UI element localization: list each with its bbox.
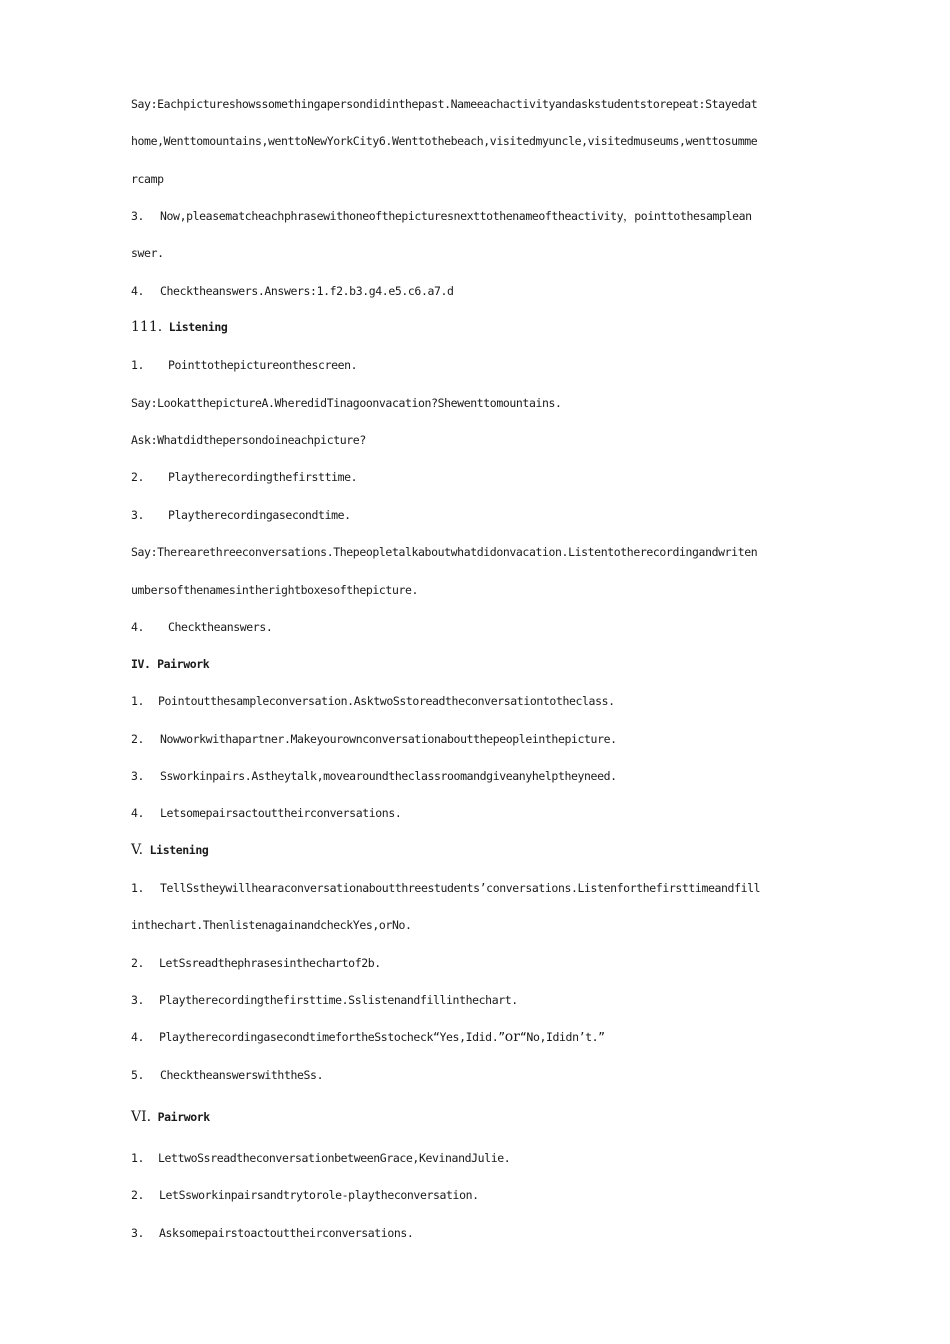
item-text: Pointoutthesampleconversation.AsktwoSstoreadtheconversationtotheclass. <box>158 694 615 708</box>
section-number: V. <box>131 842 144 858</box>
list-item <box>131 880 760 896</box>
section-heading <box>131 319 227 335</box>
list-item <box>131 283 454 299</box>
text: Say:Eachpictureshowssomethingapersondidinthepast.Nameeachactivityandaskstudentstorepeat:Stayedat <box>131 97 758 111</box>
text-line <box>131 96 757 112</box>
list-item <box>131 731 617 747</box>
list-item <box>131 1067 323 1083</box>
item-number: 3. <box>131 993 145 1007</box>
text: Say:LookatthepictureA.WheredidTinagoonvacation?Shewenttomountains. <box>131 396 562 410</box>
list-item <box>131 1150 510 1166</box>
item-number: 2. <box>131 470 145 484</box>
item-text: LetSsreadthephrasesinthechartof2b. <box>159 956 381 970</box>
text-line <box>131 432 366 448</box>
item-text: “No,Ididn’t.” <box>519 1030 605 1044</box>
list-item <box>131 619 272 635</box>
text-line <box>131 245 164 261</box>
section-title: Listening <box>149 843 209 857</box>
item-text-or: or <box>504 1029 520 1045</box>
item-number: 1. <box>131 694 145 708</box>
item-text: ChecktheanswerswiththeSs. <box>160 1068 324 1082</box>
item-number: 4. <box>131 284 145 298</box>
list-item <box>131 1225 413 1241</box>
text: Ask:Whatdidthepersondoineachpicture? <box>131 433 366 447</box>
item-text: LettwoSsreadtheconversationbetweenGrace,KevinandJulie. <box>158 1151 511 1165</box>
section-heading <box>131 656 209 672</box>
item-number: 3. <box>131 209 145 223</box>
item-text: LetSsworkinpairsandtrytorole-playtheconversation. <box>159 1188 479 1202</box>
item-number: 2. <box>131 732 145 746</box>
text-line <box>131 395 562 411</box>
item-text: Playtherecordingthefirsttime. <box>168 470 358 484</box>
section-heading <box>131 1109 210 1125</box>
text-line <box>131 133 757 149</box>
list-item <box>131 768 617 784</box>
text-line <box>131 582 418 598</box>
section-title: IV. Pairwork <box>131 657 210 671</box>
list-item <box>131 357 357 373</box>
item-text: Checktheanswers. <box>168 620 273 634</box>
item-text: Nowworkwithapartner.Makeyourownconversationaboutthepeopleinthepicture. <box>160 732 617 746</box>
text: Say:Therearethreeconversations.Thepeopletalkaboutwhatdidonvacation.Listentotherecordingandwriten <box>131 545 758 559</box>
text: swer. <box>131 246 164 260</box>
item-text: Asksomepairstoactouttheirconversations. <box>159 1226 414 1240</box>
list-item <box>131 507 351 523</box>
section-number: VI. <box>131 1109 152 1125</box>
item-text: Now,pleasematcheachphrasewithoneofthepicturesnexttothenameoftheactivity，pointtothesamplean <box>160 209 752 223</box>
item-number: 3. <box>131 1226 145 1240</box>
item-number: 1. <box>131 358 145 372</box>
item-text: Playtherecordingasecondtime. <box>168 508 351 522</box>
section-number: 111. <box>131 319 163 335</box>
text: umbersofthenamesintherightboxesofthepicture. <box>131 583 419 597</box>
list-item <box>131 693 615 709</box>
item-number: 2. <box>131 1188 145 1202</box>
section-title: Listening <box>168 320 228 334</box>
item-text: TellSstheywillhearaconversationaboutthreestudents’conversations.Listenforthefirsttimeandfill <box>160 881 761 895</box>
list-item <box>131 469 357 485</box>
item-text: PlaytherecordingasecondtimefortheSstocheck“Yes,Idid.” <box>159 1030 505 1044</box>
item-number: 4. <box>131 620 145 634</box>
item-number: 5. <box>131 1068 145 1082</box>
item-number: 3. <box>131 769 145 783</box>
list-item <box>131 955 381 971</box>
item-number: 1. <box>131 1151 145 1165</box>
text-line <box>131 544 757 560</box>
item-number: 1. <box>131 881 145 895</box>
item-number: 4. <box>131 1030 145 1044</box>
section-heading <box>131 842 208 858</box>
item-text: Playtherecordingthefirsttime.Sslistenandfillinthechart. <box>159 993 518 1007</box>
list-item <box>131 992 518 1008</box>
item-number: 4. <box>131 806 145 820</box>
item-text: Ssworkinpairs.Astheytalk,movearoundtheclassroomandgiveanyhelptheyneed. <box>160 769 617 783</box>
list-item <box>131 805 401 821</box>
list-item <box>131 1187 479 1203</box>
text: inthechart.ThenlistenagainandcheckYes,orNo. <box>131 918 412 932</box>
item-number: 2. <box>131 956 145 970</box>
item-text: Pointtothepictureonthescreen. <box>168 358 358 372</box>
item-text: Checktheanswers.Answers:1.f2.b3.g4.e5.c6.a7.d <box>160 284 454 298</box>
list-item <box>131 1029 605 1045</box>
item-number: 3. <box>131 508 145 522</box>
text: home,Wenttomountains,wenttoNewYorkCity6.Wenttothebeach,visitedmyuncle,visitedmuseums,wenttosumme <box>131 134 758 148</box>
section-title: Pairwork <box>157 1110 210 1124</box>
item-text: Letsomepairsactouttheirconversations. <box>160 806 402 820</box>
text-line <box>131 917 412 933</box>
text: rcamp <box>131 172 164 186</box>
text-line <box>131 171 164 187</box>
list-item <box>131 208 752 224</box>
